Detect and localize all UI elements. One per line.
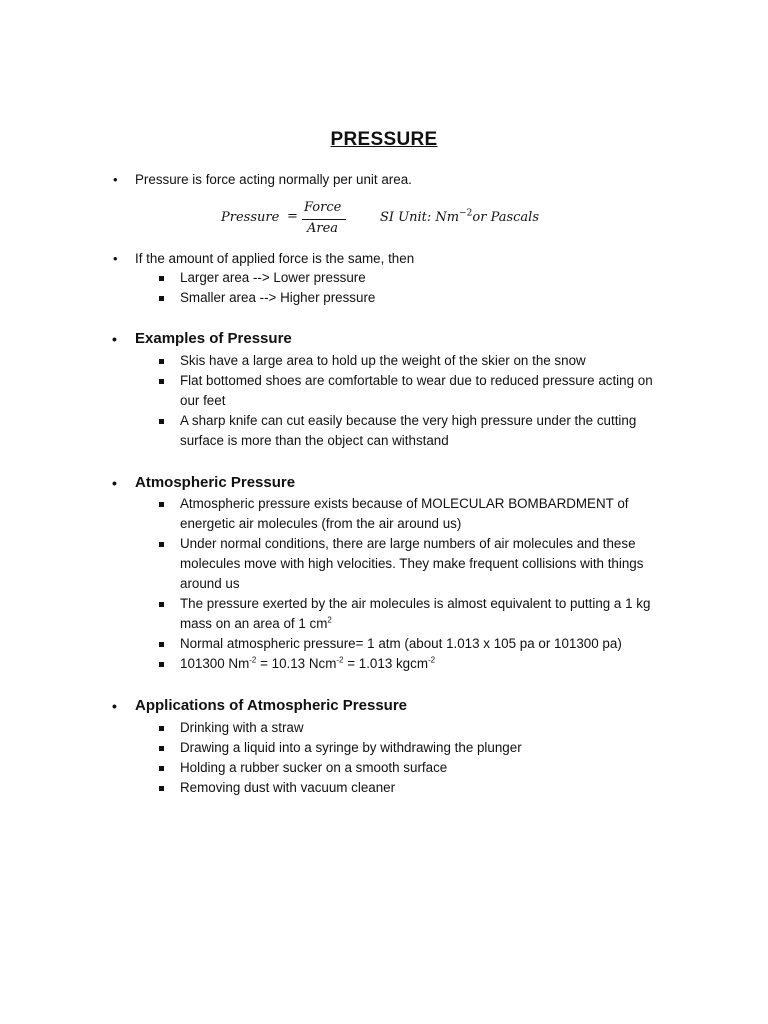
bullet-icon: • [112, 475, 117, 491]
section-heading-atmospheric: Atmospheric Pressure [135, 474, 296, 491]
si-alt: or Pascals [472, 210, 540, 225]
square-bullet-icon [159, 746, 164, 751]
square-bullet-icon [159, 602, 164, 607]
list-item: Larger area --> Lower pressure [180, 270, 366, 285]
section-heading-applications: Applications of Atmospheric Pressure [135, 697, 408, 714]
square-bullet-icon [159, 766, 164, 771]
list-item-continuation: our feet [180, 393, 226, 408]
list-item: The pressure exerted by the air molecules is almost equivalent to putting a 1 kg [180, 596, 651, 611]
list-item: Holding a rubber sucker on a smooth surface [180, 760, 448, 775]
square-bullet-icon [159, 276, 164, 281]
page-title: PRESSURE [330, 129, 438, 150]
formula-numerator: Force [304, 200, 342, 215]
area-text: mass on an area of 1 cm [180, 616, 328, 631]
definition-text: Pressure is force acting normally per unit area. [135, 172, 412, 187]
same-force-text: If the amount of applied force is the same, then [135, 251, 415, 266]
list-item: Drinking with a straw [180, 720, 304, 735]
square-bullet-icon [159, 359, 164, 364]
list-item: Flat bottomed shoes are comfortable to wear due to reduced pressure acting on [180, 373, 653, 388]
square-bullet-icon [159, 379, 164, 384]
square-bullet-icon [159, 642, 164, 647]
list-item: Smaller area --> Higher pressure [180, 290, 376, 305]
list-item: Removing dust with vacuum cleaner [180, 780, 396, 795]
list-item: Under normal conditions, there are large numbers of air molecules and these [180, 536, 636, 551]
square-bullet-icon [159, 662, 164, 667]
bullet-icon: • [113, 172, 118, 187]
square-bullet-icon [159, 726, 164, 731]
formula-lhs: Pressure [221, 210, 280, 225]
list-item: Drawing a liquid into a syringe by withdrawing the plunger [180, 740, 522, 755]
square-bullet-icon [159, 296, 164, 301]
si-label: SI Unit: [380, 210, 432, 225]
square-bullet-icon [159, 786, 164, 791]
conversion-a: 101300 Nm [180, 656, 250, 671]
square-bullet-icon [159, 419, 164, 424]
conversion-item [180, 654, 435, 674]
conversion-b-exponent: -2 [336, 655, 344, 665]
si-unit [380, 210, 539, 225]
conversion-c: = 1.013 kgcm [343, 656, 428, 671]
square-bullet-icon [159, 542, 164, 547]
si-unit-base: Nm [435, 210, 460, 225]
fraction-bar [302, 219, 346, 220]
list-item: Atmospheric pressure exists because of MOLECULAR BOMBARDMENT of [180, 496, 629, 511]
bullet-icon: • [112, 331, 117, 347]
list-item-continuation: energetic air molecules (from the air around us) [180, 516, 462, 531]
section-heading-examples: Examples of Pressure [135, 330, 292, 347]
formula-equals: = [287, 209, 298, 224]
list-item: Skis have a large area to hold up the weight of the skier on the snow [180, 353, 586, 368]
si-unit-exponent: −2 [459, 208, 473, 219]
conversion-c-exponent: -2 [427, 655, 436, 665]
bullet-icon: • [112, 698, 117, 714]
bullet-icon: • [113, 251, 118, 266]
square-bullet-icon [159, 502, 164, 507]
list-item-continuation: surface is more than the object can withstand [180, 433, 449, 448]
formula-denominator: Area [307, 221, 339, 236]
list-item-continuation: molecules move with high velocities. They make frequent collisions with things [180, 556, 644, 571]
area-exponent: 2 [327, 615, 332, 625]
list-item-continuation: around us [180, 576, 240, 591]
conversion-b: = 10.13 Ncm [256, 656, 337, 671]
list-item-continuation [180, 614, 332, 634]
list-item: A sharp knife can cut easily because the very high pressure under the cutting [180, 413, 637, 428]
list-item: Normal atmospheric pressure= 1 atm (about 1.013 x 105 pa or 101300 pa) [180, 636, 622, 651]
conversion-a-exponent: -2 [249, 655, 257, 665]
